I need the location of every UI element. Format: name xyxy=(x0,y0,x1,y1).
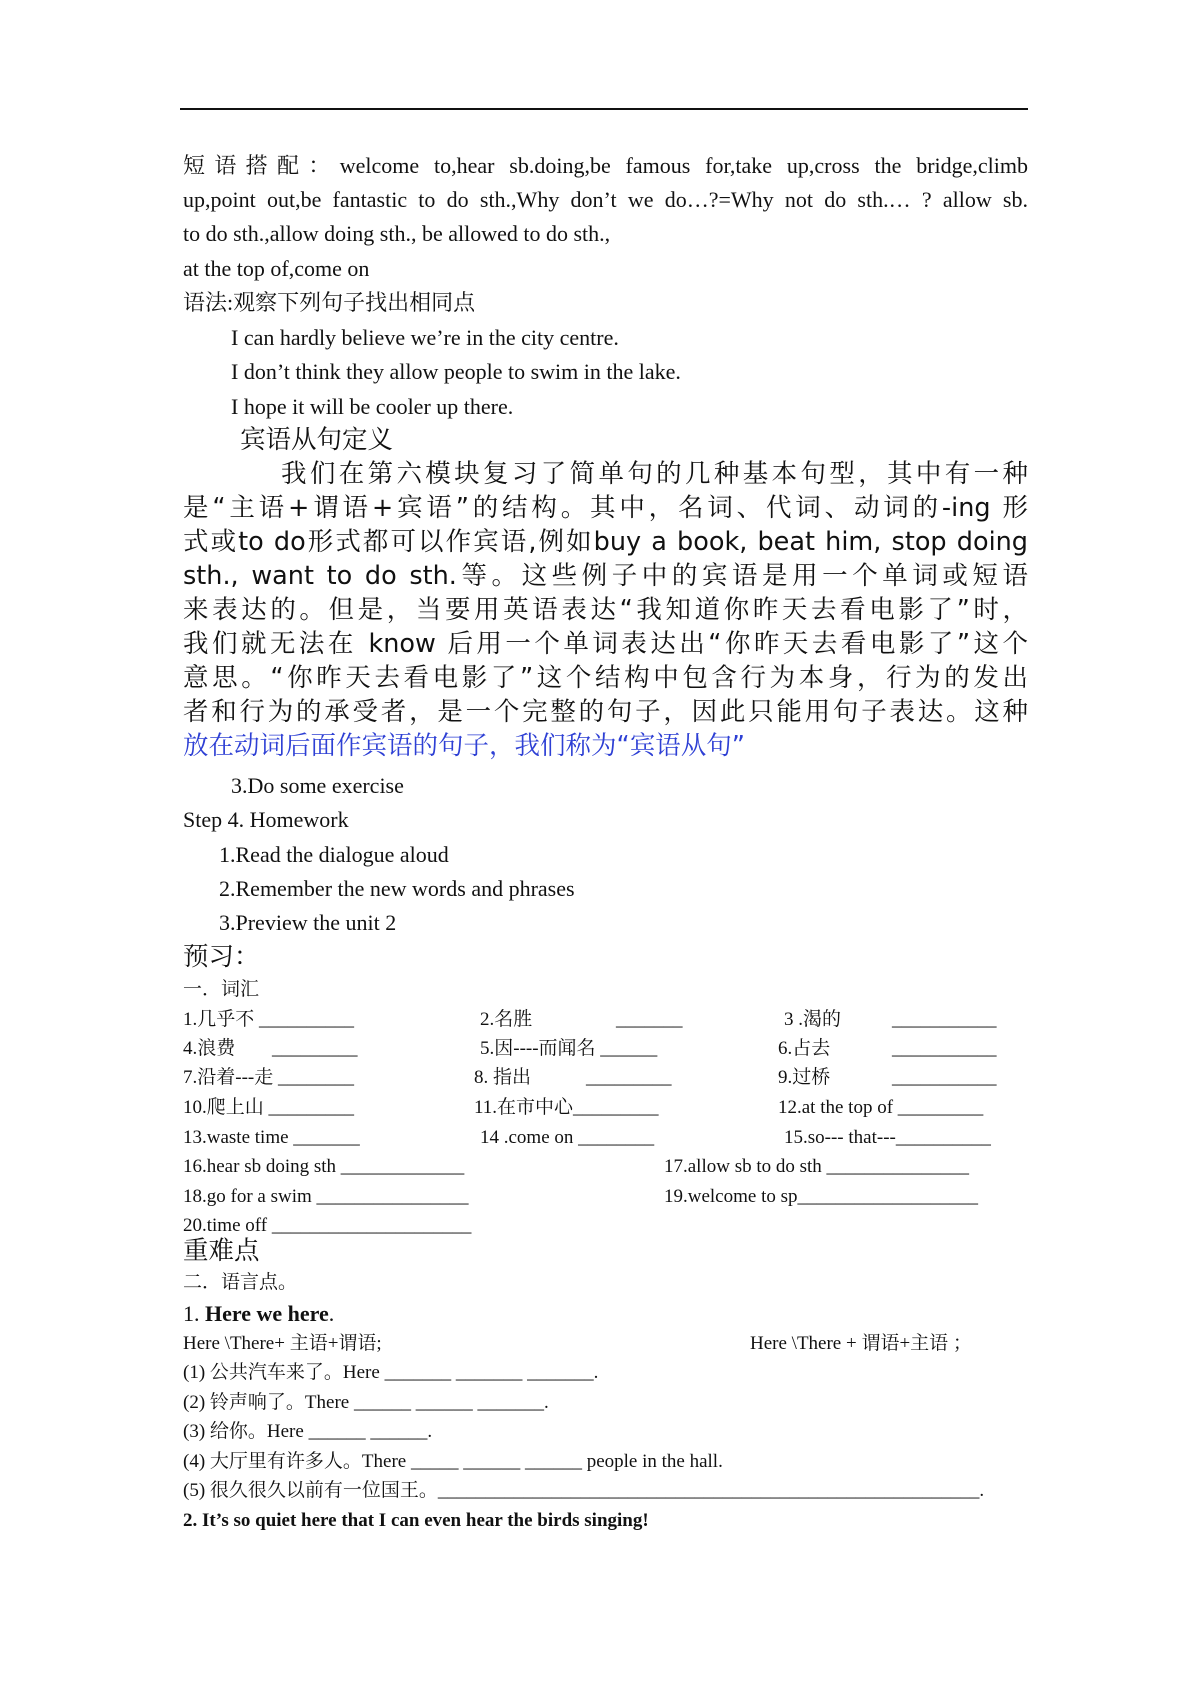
language-exercise: (1) 公共汽车来了。Here _______ _______ _______. xyxy=(183,1362,599,1383)
vocab-item: 13.waste time _______ xyxy=(183,1127,360,1148)
language-exercise: (2) 铃声响了。There ______ ______ _______. xyxy=(183,1392,549,1413)
point-1-dot: . xyxy=(328,1301,335,1326)
vocab-item: 2.名胜 xyxy=(480,1009,533,1030)
grammar-heading: 语法:观察下列句子找出相同点 xyxy=(183,290,476,315)
language-points-heading: 二．语言点。 xyxy=(183,1272,298,1293)
vocab-item: 18.go for a swim ________________ xyxy=(183,1186,469,1207)
vocab-blank: ___________ xyxy=(892,1009,997,1030)
vocab-item: 6.占去 xyxy=(778,1038,831,1059)
definition-title: 宾语从句定义 xyxy=(240,425,394,455)
pattern-right: Here \There + 谓语+主语 ； xyxy=(750,1333,972,1354)
pattern-left: Here \There+ 主语+谓语; xyxy=(183,1333,382,1354)
vocab-item: 14 .come on ________ xyxy=(480,1127,655,1148)
vocab-item: 19.welcome to sp___________________ xyxy=(664,1186,979,1207)
vocab-item: 12.at the top of _________ xyxy=(778,1097,984,1118)
vocab-blank: _________ xyxy=(272,1038,358,1059)
vocab-item: 8. 指出 xyxy=(474,1067,532,1088)
vocab-item: 4.浪费 xyxy=(183,1038,236,1059)
grammar-sentence: I can hardly believe we’re in the city centre. xyxy=(231,325,619,350)
vocab-blank: _________ xyxy=(586,1067,672,1088)
definition-paragraph-line: 式或to do形式都可以作宾语,例如buy a book, beat him, stop doing xyxy=(183,527,1028,557)
point-1-number: 1. xyxy=(183,1301,205,1326)
vocab-item: 9.过桥 xyxy=(778,1067,831,1088)
definition-highlight: 放在动词后面作宾语的句子，我们称为“宾语从句” xyxy=(183,731,745,761)
phrases-line-3: to do sth.,allow doing sth., be allowed to do sth., xyxy=(183,221,611,246)
vocab-item: 16.hear sb doing sth _____________ xyxy=(183,1156,465,1177)
point-1-text: Here we here xyxy=(205,1301,329,1326)
vocab-item: 20.time off _____________________ xyxy=(183,1215,472,1236)
grammar-sentence: I don’t think they allow people to swim in the lake. xyxy=(231,359,681,384)
vocab-heading: 一．词汇 xyxy=(183,979,260,1000)
vocab-item: 3 .渴的 xyxy=(784,1009,842,1030)
vocab-item: 1.几乎不 __________ xyxy=(183,1009,355,1030)
point-2-heading: 2. It’s so quiet here that I can even hear the birds singing! xyxy=(183,1510,649,1531)
vocab-blank: ___________ xyxy=(892,1038,997,1059)
language-exercise: (5) 很久很久以前有一位国王。_________________________________________________________. xyxy=(183,1480,985,1501)
language-exercise: (3) 给你。Here ______ ______. xyxy=(183,1421,433,1442)
header-rule xyxy=(180,108,1028,110)
homework-item: 3.Preview the unit 2 xyxy=(219,910,397,935)
vocab-item: 15.so--- that---__________ xyxy=(784,1127,991,1148)
vocab-item: 5.因----而闻名 ______ xyxy=(480,1038,658,1059)
vocab-item: 11.在市中心_________ xyxy=(474,1097,659,1118)
vocab-blank: ___________ xyxy=(892,1067,997,1088)
homework-title: Step 4. Homework xyxy=(183,807,349,832)
phrases-line-2: up,point out,be fantastic to do sth.,Why don’t we do…?=Why not do sth.… ? allow sb. xyxy=(183,187,1028,212)
definition-paragraph-line: 意思。“你昨天去看电影了”这个结构中包含行为本身，行为的发出 xyxy=(183,663,1028,693)
grammar-sentence: I hope it will be cooler up there. xyxy=(231,394,514,419)
definition-paragraph-line: 来表达的。但是，当要用英语表达“我知道你昨天去看电影了”时， xyxy=(183,595,1028,625)
key-points-title: 重难点 xyxy=(183,1236,260,1266)
vocab-item: 17.allow sb to do sth _______________ xyxy=(664,1156,970,1177)
language-exercise: (4) 大厅里有许多人。There _____ ______ ______ people in the hall. xyxy=(183,1451,723,1472)
definition-paragraph-line: 是“主语+谓语+宾语”的结构。其中，名词、代词、动词的-ing 形 xyxy=(183,493,1028,523)
preview-title: 预习： xyxy=(183,942,260,972)
definition-paragraph-line: 者和行为的承受者，是一个完整的句子，因此只能用句子表达。这种 xyxy=(183,697,1028,727)
vocab-blank: _______ xyxy=(616,1009,683,1030)
definition-paragraph-line: sth., want to do sth.等。这些例子中的宾语是用一个单词或短语 xyxy=(183,561,1028,591)
vocab-item: 7.沿着---走 ________ xyxy=(183,1067,354,1088)
phrases-line-4: at the top of,come on xyxy=(183,256,370,281)
point-1-heading xyxy=(183,1300,334,1328)
homework-item: 1.Read the dialogue aloud xyxy=(219,842,449,867)
exercise-line: 3.Do some exercise xyxy=(231,773,404,798)
definition-paragraph-line: 我们在第六模块复习了简单句的几种基本句型，其中有一种 xyxy=(281,459,1028,489)
vocab-item: 10.爬上山 _________ xyxy=(183,1097,355,1118)
phrases-line-1: 短语搭配：welcome to,hear sb.doing,be famous for,take up,cross the bridge,climb xyxy=(183,153,1028,178)
definition-paragraph-line: 我们就无法在 know 后用一个单词表达出“你昨天去看电影了”这个 xyxy=(183,629,1028,659)
homework-item: 2.Remember the new words and phrases xyxy=(219,876,575,901)
